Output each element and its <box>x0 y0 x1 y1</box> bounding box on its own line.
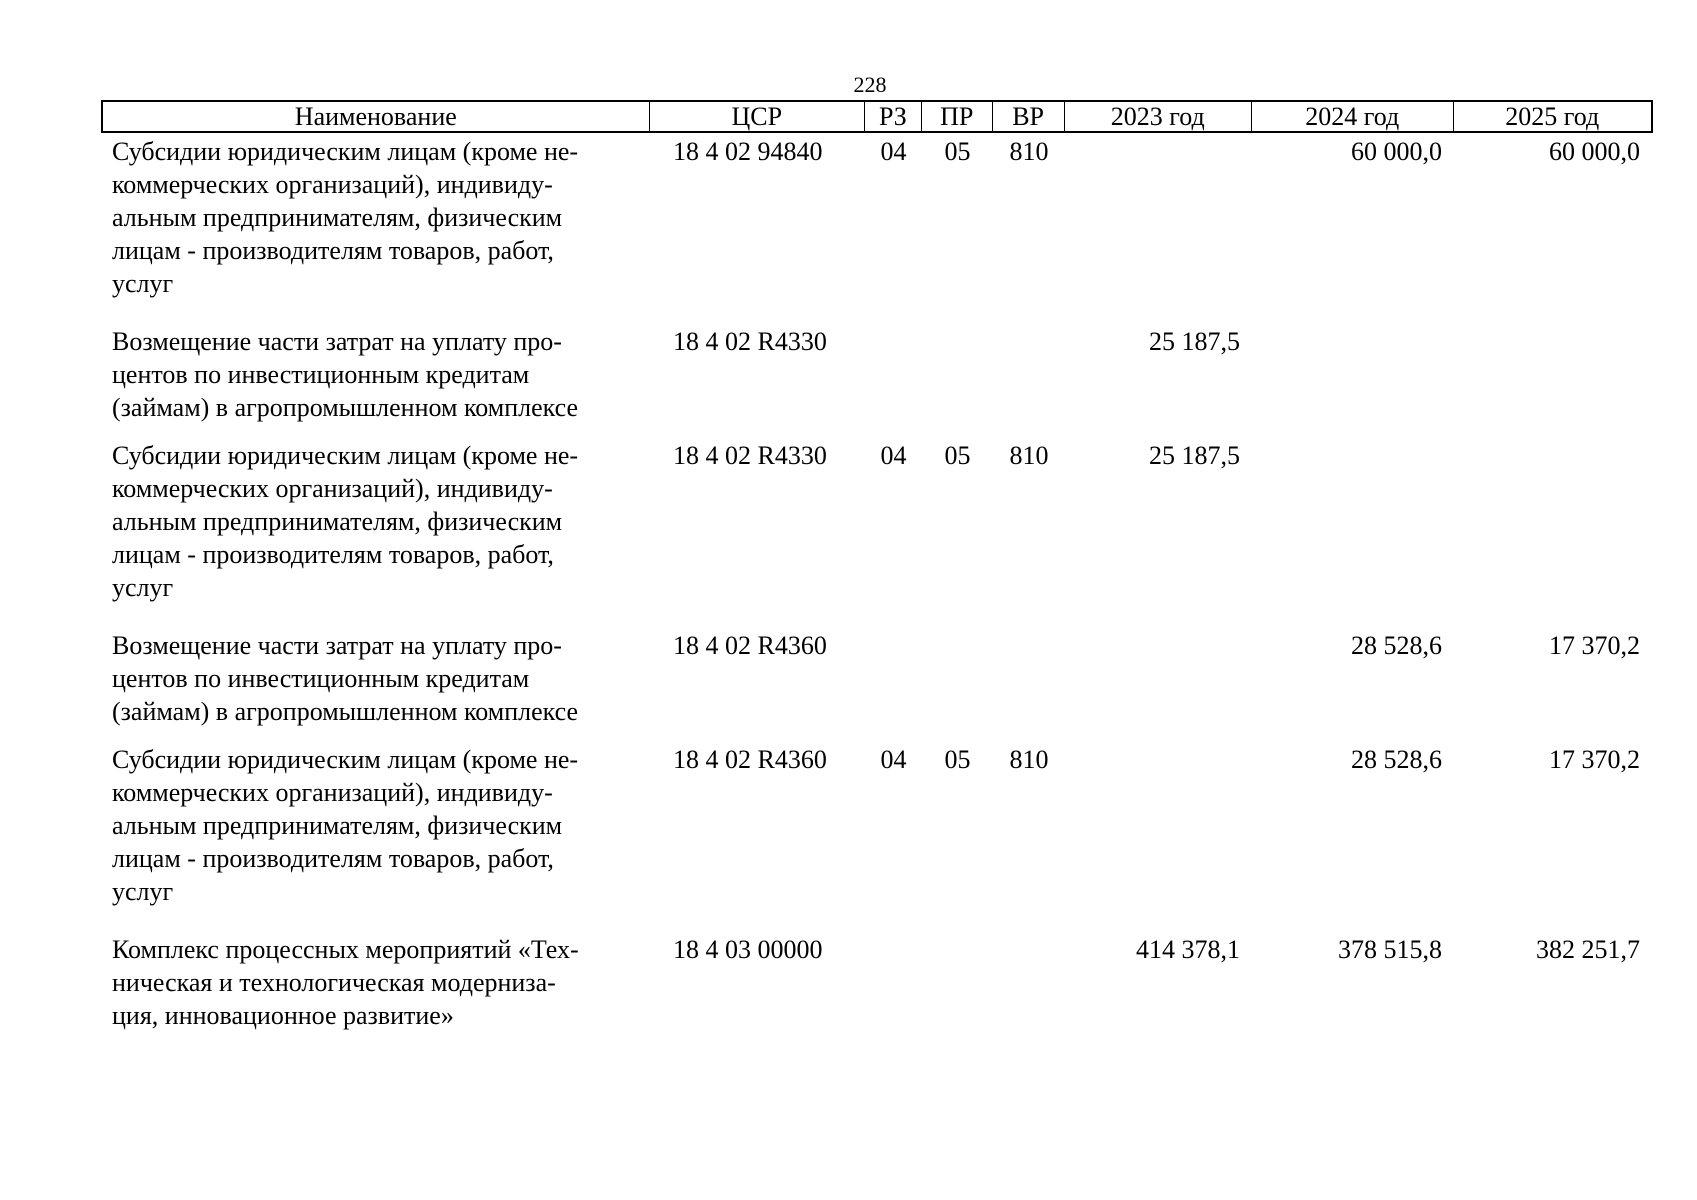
row-2023: 414 378,1 <box>1136 935 1240 964</box>
row-name-line: Субсидии юридическим лицам (кроме не- <box>112 137 579 166</box>
row-rz <box>865 932 922 1046</box>
row-name-line: коммерческих организаций), индивиду- <box>112 778 553 807</box>
row-vr: 810 <box>1009 137 1049 166</box>
row-2025: 60 000,0 <box>1549 137 1640 166</box>
row-2023: 25 187,5 <box>1149 327 1240 356</box>
row-name-line: альным предпринимателям, физическим <box>112 507 563 536</box>
row-rz: 04 <box>880 441 907 470</box>
row-name-line: коммерческих организаций), индивиду- <box>112 474 553 503</box>
row-name <box>101 932 649 1046</box>
row-csr: 18 4 02 R4360 <box>673 745 827 774</box>
row-name-line: Субсидии юридическим лицам (кроме не- <box>112 441 579 470</box>
table-header <box>101 100 1653 133</box>
row-2023 <box>1065 742 1253 932</box>
row-name-line: ническая и технологическая модерниза- <box>112 968 556 997</box>
row-vr <box>993 628 1065 742</box>
row-csr: 18 4 02 94840 <box>673 137 823 166</box>
header-2023: 2023 год <box>1065 102 1253 131</box>
table-row <box>101 438 1653 628</box>
row-name-line: Субсидии юридическим лицам (кроме не- <box>112 745 579 774</box>
row-2025 <box>1455 438 1653 628</box>
row-csr: 18 4 02 R4330 <box>673 441 827 470</box>
row-name-line: (займам) в агропромышленном комплексе <box>112 393 579 422</box>
row-pr <box>922 324 993 438</box>
row-2024: 378 515,8 <box>1338 935 1442 964</box>
header-vr: ВР <box>993 102 1065 131</box>
row-2025: 17 370,2 <box>1549 631 1640 660</box>
row-2024: 60 000,0 <box>1351 137 1442 166</box>
row-name-line: услуг <box>112 269 174 298</box>
row-name-line: услуг <box>112 573 174 602</box>
row-name <box>101 438 649 628</box>
header-name: Наименование <box>103 102 650 131</box>
row-pr: 05 <box>944 137 971 166</box>
row-vr: 810 <box>1009 441 1049 470</box>
row-2025: 382 251,7 <box>1536 935 1640 964</box>
row-name-line: Комплекс процессных мероприятий «Тех- <box>112 935 579 964</box>
row-csr: 18 4 03 00000 <box>673 935 823 964</box>
table-body <box>101 134 1653 1046</box>
row-pr: 05 <box>944 745 971 774</box>
header-pr: ПР <box>922 102 993 131</box>
row-vr <box>993 932 1065 1046</box>
row-name <box>101 628 649 742</box>
row-2023 <box>1065 628 1253 742</box>
row-name-line: Возмещение части затрат на уплату про- <box>112 631 562 660</box>
table-row <box>101 324 1653 438</box>
row-2024: 28 528,6 <box>1351 745 1442 774</box>
row-name-line: лицам - производителям товаров, работ, <box>112 236 554 265</box>
row-name-line: лицам - производителям товаров, работ, <box>112 844 554 873</box>
header-2025: 2025 год <box>1505 102 1600 131</box>
row-vr <box>993 324 1065 438</box>
row-vr: 810 <box>1009 745 1049 774</box>
row-2024: 28 528,6 <box>1351 631 1442 660</box>
page-number: 228 <box>853 72 887 97</box>
row-2024 <box>1253 438 1455 628</box>
row-2024 <box>1253 324 1455 438</box>
row-name-line: (займам) в агропромышленном комплексе <box>112 697 579 726</box>
table-row <box>101 742 1653 932</box>
row-rz <box>865 324 922 438</box>
row-name-line: лицам - производителям товаров, работ, <box>112 540 554 569</box>
row-2025: 17 370,2 <box>1549 745 1640 774</box>
row-name <box>101 324 649 438</box>
row-name-line: ция, инновационное развитие» <box>112 1001 454 1030</box>
row-2023 <box>1065 134 1253 324</box>
row-name-line: альным предпринимателям, физическим <box>112 811 563 840</box>
row-rz <box>865 628 922 742</box>
row-pr: 05 <box>944 441 971 470</box>
table-row <box>101 932 1653 1046</box>
row-name-line: коммерческих организаций), индивиду- <box>112 170 553 199</box>
row-2023: 25 187,5 <box>1149 441 1240 470</box>
row-name-line: услуг <box>112 877 174 906</box>
row-2025 <box>1455 324 1653 438</box>
row-name-line: центов по инвестиционным кредитам <box>112 360 530 389</box>
table-row <box>101 628 1653 742</box>
row-name <box>101 134 649 324</box>
header-2024: 2024 год <box>1252 102 1453 131</box>
table-row <box>101 134 1653 324</box>
row-name-line: альным предпринимателям, физическим <box>112 203 563 232</box>
row-pr <box>922 628 993 742</box>
row-name-line: центов по инвестиционным кредитам <box>112 664 530 693</box>
row-name <box>101 742 649 932</box>
row-csr: 18 4 02 R4330 <box>673 327 827 356</box>
row-rz: 04 <box>880 745 907 774</box>
row-name-line: Возмещение части затрат на уплату про- <box>112 327 562 356</box>
header-csr: ЦСР <box>650 102 865 131</box>
header-rz: РЗ <box>865 102 922 131</box>
row-csr: 18 4 02 R4360 <box>673 631 827 660</box>
row-pr <box>922 932 993 1046</box>
row-rz: 04 <box>880 137 907 166</box>
